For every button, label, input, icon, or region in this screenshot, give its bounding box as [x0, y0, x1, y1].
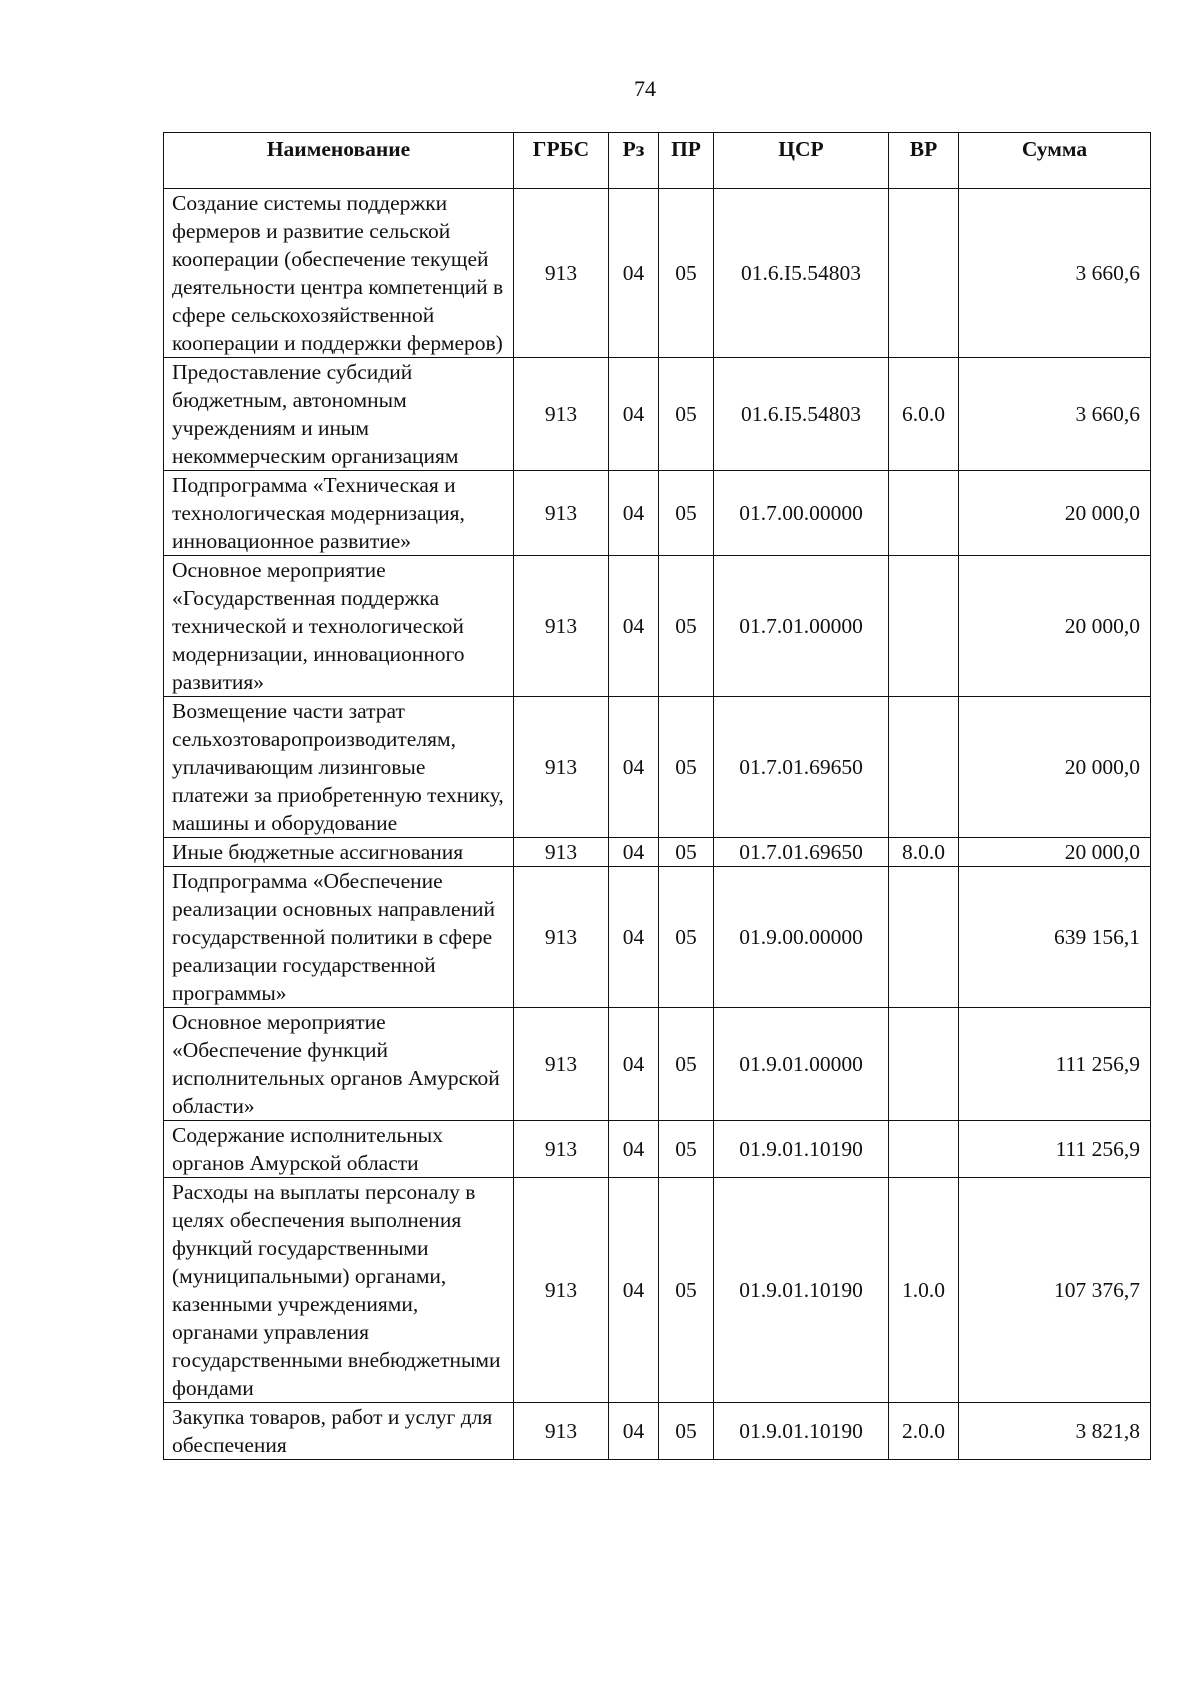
cell-vr [889, 189, 959, 358]
cell-rz: 04 [609, 471, 659, 556]
cell-csr: 01.9.01.10190 [714, 1178, 889, 1403]
cell-csr: 01.6.I5.54803 [714, 358, 889, 471]
budget-table [163, 132, 1151, 1460]
cell-name: Закупка товаров, работ и услуг для обеспечения [164, 1403, 514, 1460]
cell-rz: 04 [609, 1121, 659, 1178]
cell-csr: 01.7.01.69650 [714, 838, 889, 867]
cell-sum: 111 256,9 [959, 1121, 1151, 1178]
cell-rz: 04 [609, 1403, 659, 1460]
table-row [164, 838, 1151, 867]
cell-pr: 05 [659, 867, 714, 1008]
cell-sum: 20 000,0 [959, 697, 1151, 838]
cell-pr: 05 [659, 471, 714, 556]
cell-rz: 04 [609, 189, 659, 358]
header-pr: ПР [659, 133, 714, 189]
cell-name: Иные бюджетные ассигнования [164, 838, 514, 867]
cell-rz: 04 [609, 697, 659, 838]
cell-vr: 2.0.0 [889, 1403, 959, 1460]
table-row [164, 867, 1151, 1008]
table-row [164, 697, 1151, 838]
table-row [164, 471, 1151, 556]
cell-csr: 01.9.01.00000 [714, 1008, 889, 1121]
cell-sum: 639 156,1 [959, 867, 1151, 1008]
cell-grbs: 913 [514, 358, 609, 471]
table-row [164, 1008, 1151, 1121]
cell-rz: 04 [609, 1008, 659, 1121]
header-vr: ВР [889, 133, 959, 189]
cell-pr: 05 [659, 838, 714, 867]
table-row [164, 1403, 1151, 1460]
cell-rz: 04 [609, 358, 659, 471]
cell-csr: 01.9.01.10190 [714, 1121, 889, 1178]
cell-vr [889, 1008, 959, 1121]
cell-pr: 05 [659, 556, 714, 697]
cell-vr: 1.0.0 [889, 1178, 959, 1403]
cell-name: Подпрограмма «Техническая и технологическая модернизация, инновационное развитие» [164, 471, 514, 556]
cell-csr: 01.7.00.00000 [714, 471, 889, 556]
cell-grbs: 913 [514, 697, 609, 838]
table-row [164, 1178, 1151, 1403]
cell-grbs: 913 [514, 867, 609, 1008]
cell-rz: 04 [609, 556, 659, 697]
cell-grbs: 913 [514, 1008, 609, 1121]
cell-pr: 05 [659, 1403, 714, 1460]
table-header-row [164, 133, 1151, 189]
table-row [164, 556, 1151, 697]
cell-sum: 107 376,7 [959, 1178, 1151, 1403]
cell-grbs: 913 [514, 838, 609, 867]
cell-vr: 6.0.0 [889, 358, 959, 471]
table-row [164, 358, 1151, 471]
cell-sum: 20 000,0 [959, 556, 1151, 697]
cell-rz: 04 [609, 1178, 659, 1403]
cell-name: Основное мероприятие «Обеспечение функций исполнительных органов Амурской области» [164, 1008, 514, 1121]
cell-rz: 04 [609, 838, 659, 867]
header-csr: ЦСР [714, 133, 889, 189]
cell-name: Расходы на выплаты персоналу в целях обеспечения выполнения функций государственными (муниципальными) органами, казенными учреждениями, органами управления государственными внебюджетными фондами [164, 1178, 514, 1403]
cell-csr: 01.7.01.69650 [714, 697, 889, 838]
header-sum: Сумма [959, 133, 1151, 189]
cell-pr: 05 [659, 1008, 714, 1121]
cell-pr: 05 [659, 1178, 714, 1403]
cell-pr: 05 [659, 189, 714, 358]
cell-vr [889, 867, 959, 1008]
header-grbs: ГРБС [514, 133, 609, 189]
cell-csr: 01.6.I5.54803 [714, 189, 889, 358]
cell-vr: 8.0.0 [889, 838, 959, 867]
cell-sum: 3 821,8 [959, 1403, 1151, 1460]
cell-sum: 20 000,0 [959, 838, 1151, 867]
header-rz: Рз [609, 133, 659, 189]
cell-name: Содержание исполнительных органов Амурской области [164, 1121, 514, 1178]
cell-vr [889, 697, 959, 838]
cell-grbs: 913 [514, 1121, 609, 1178]
cell-csr: 01.7.01.00000 [714, 556, 889, 697]
cell-sum: 20 000,0 [959, 471, 1151, 556]
cell-pr: 05 [659, 697, 714, 838]
cell-grbs: 913 [514, 1403, 609, 1460]
cell-name: Подпрограмма «Обеспечение реализации основных направлений государственной политики в сфере реализации государственной программы» [164, 867, 514, 1008]
cell-grbs: 913 [514, 556, 609, 697]
cell-pr: 05 [659, 1121, 714, 1178]
cell-name: Создание системы поддержки фермеров и развитие сельской кооперации (обеспечение текущей деятельности центра компетенций в сфере сельскохозяйственной кооперации и поддержки фермеров) [164, 189, 514, 358]
header-name: Наименование [164, 133, 514, 189]
cell-name: Основное мероприятие «Государственная поддержка технической и технологической модернизации, инновационного развития» [164, 556, 514, 697]
cell-rz: 04 [609, 867, 659, 1008]
table-row [164, 189, 1151, 358]
cell-csr: 01.9.01.10190 [714, 1403, 889, 1460]
cell-grbs: 913 [514, 189, 609, 358]
cell-grbs: 913 [514, 1178, 609, 1403]
page-number: 74 [634, 76, 656, 101]
cell-grbs: 913 [514, 471, 609, 556]
table-row [164, 1121, 1151, 1178]
cell-name: Предоставление субсидий бюджетным, автономным учреждениям и иным некоммерческим организациям [164, 358, 514, 471]
cell-vr [889, 1121, 959, 1178]
cell-sum: 3 660,6 [959, 189, 1151, 358]
cell-pr: 05 [659, 358, 714, 471]
cell-name: Возмещение части затрат сельхозтоваропроизводителям, уплачивающим лизинговые платежи за приобретенную технику, машины и оборудование [164, 697, 514, 838]
cell-vr [889, 556, 959, 697]
cell-sum: 111 256,9 [959, 1008, 1151, 1121]
cell-csr: 01.9.00.00000 [714, 867, 889, 1008]
cell-sum: 3 660,6 [959, 358, 1151, 471]
cell-vr [889, 471, 959, 556]
